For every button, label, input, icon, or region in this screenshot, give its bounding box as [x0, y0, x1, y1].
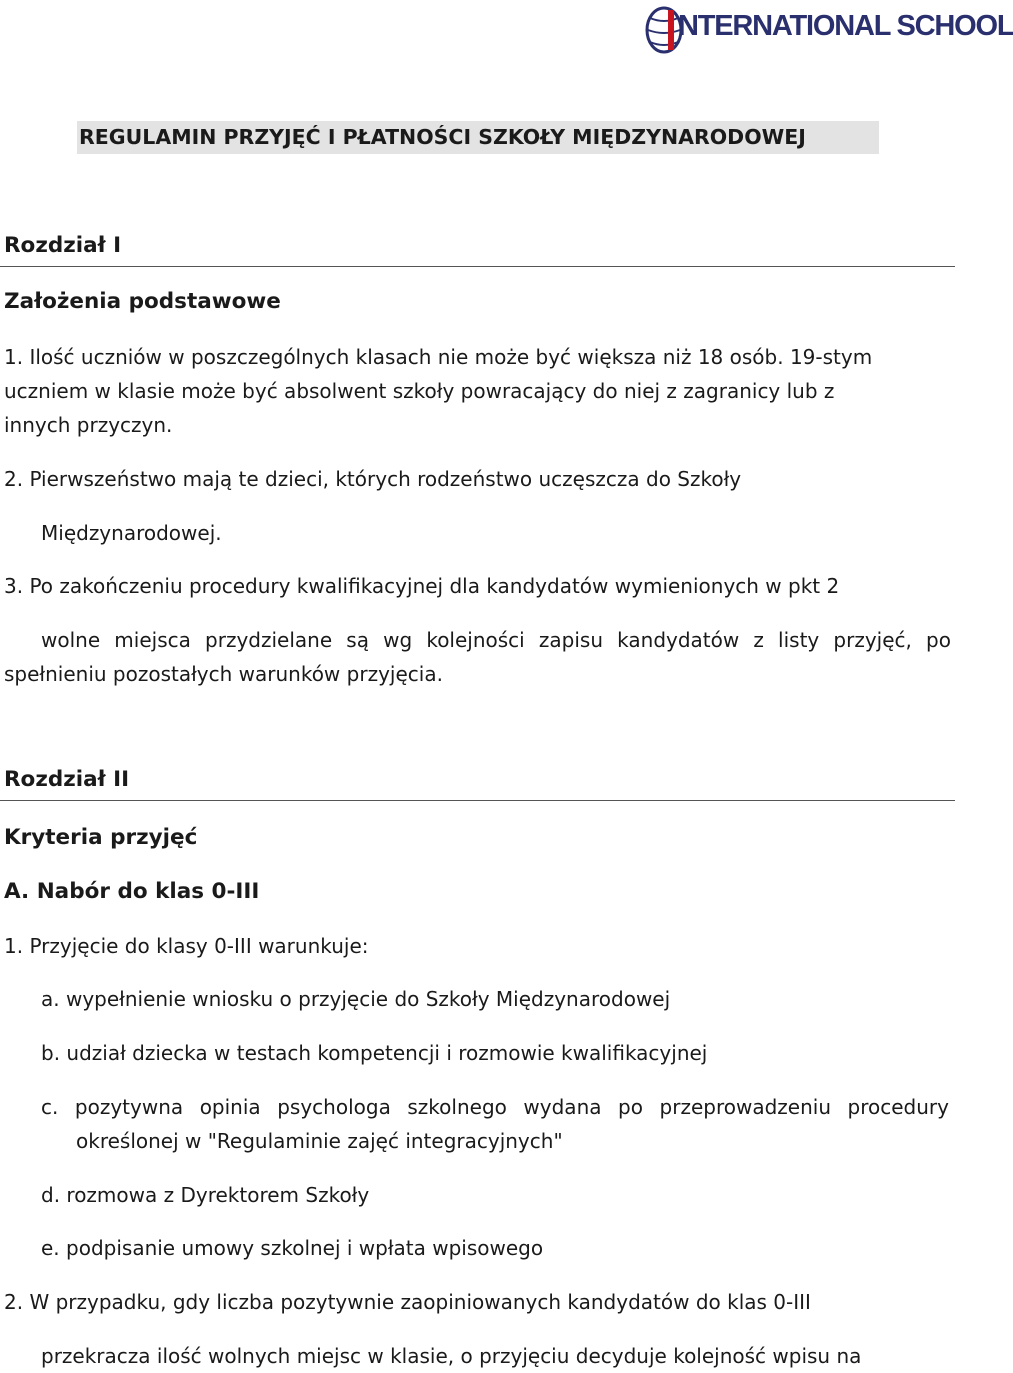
chapter-1-divider: [0, 266, 955, 267]
list-item: d. rozmowa z Dyrektorem Szkoły: [41, 1183, 370, 1207]
school-logo: [644, 4, 1013, 56]
chapter-2-subheading: Kryteria przyjęć: [4, 825, 198, 850]
list-item: 1. Przyjęcie do klasy 0-III warunkuje:: [4, 934, 369, 958]
document-title-box: [77, 121, 879, 154]
logo-wordmark: NTERNATIONAL SCHOOL: [678, 10, 1013, 42]
paragraph-line: 1. Ilość uczniów w poszczególnych klasach nie może być większa niż 18 osób. 19-stym: [4, 345, 873, 369]
section-a-heading: A. Nabór do klas 0-III: [4, 879, 260, 904]
chapter-2-divider: [0, 800, 955, 801]
list-item: b. udział dziecka w testach kompetencji i rozmowie kwalifikacyjnej: [41, 1041, 708, 1065]
document-title: REGULAMIN PRZYJĘĆ I PŁATNOŚCI SZKOŁY MIĘDZYNARODOWEJ: [79, 125, 806, 149]
paragraph-line: 2. Pierwszeństwo mają te dzieci, których rodzeństwo uczęszcza do Szkoły: [4, 467, 742, 491]
list-item: określonej w "Regulaminie zajęć integracyjnych": [76, 1129, 563, 1153]
list-item: a. wypełnienie wniosku o przyjęcie do Szkoły Międzynarodowej: [41, 987, 671, 1011]
list-item: e. podpisanie umowy szkolnej i wpłata wpisowego: [41, 1236, 544, 1260]
list-item: przekracza ilość wolnych miejsc w klasie, o przyjęciu decyduje kolejność wpisu na: [41, 1344, 862, 1368]
chapter-1-subheading: Założenia podstawowe: [4, 289, 281, 314]
chapter-2-heading: Rozdział II: [4, 767, 130, 792]
chapter-1-heading: Rozdział I: [4, 233, 122, 258]
paragraph-line: Międzynarodowej.: [41, 521, 222, 545]
paragraph-line: 3. Po zakończeniu procedury kwalifikacyjnej dla kandydatów wymienionych w pkt 2: [4, 574, 840, 598]
paragraph-line: spełnieniu pozostałych warunków przyjęcia.: [4, 662, 443, 686]
paragraph-line: wolne miejsca przydzielane są wg kolejności zapisu kandydatów z listy przyjęć, po: [41, 628, 951, 652]
paragraph-line: uczniem w klasie może być absolwent szkoły powracający do niej z zagranicy lub z: [4, 379, 835, 403]
list-item: c. pozytywna opinia psychologa szkolnego wydana po przeprowadzeniu procedury: [41, 1095, 949, 1119]
paragraph-line: innych przyczyn.: [4, 413, 173, 437]
list-item: 2. W przypadku, gdy liczba pozytywnie zaopiniowanych kandydatów do klas 0-III: [4, 1290, 811, 1314]
